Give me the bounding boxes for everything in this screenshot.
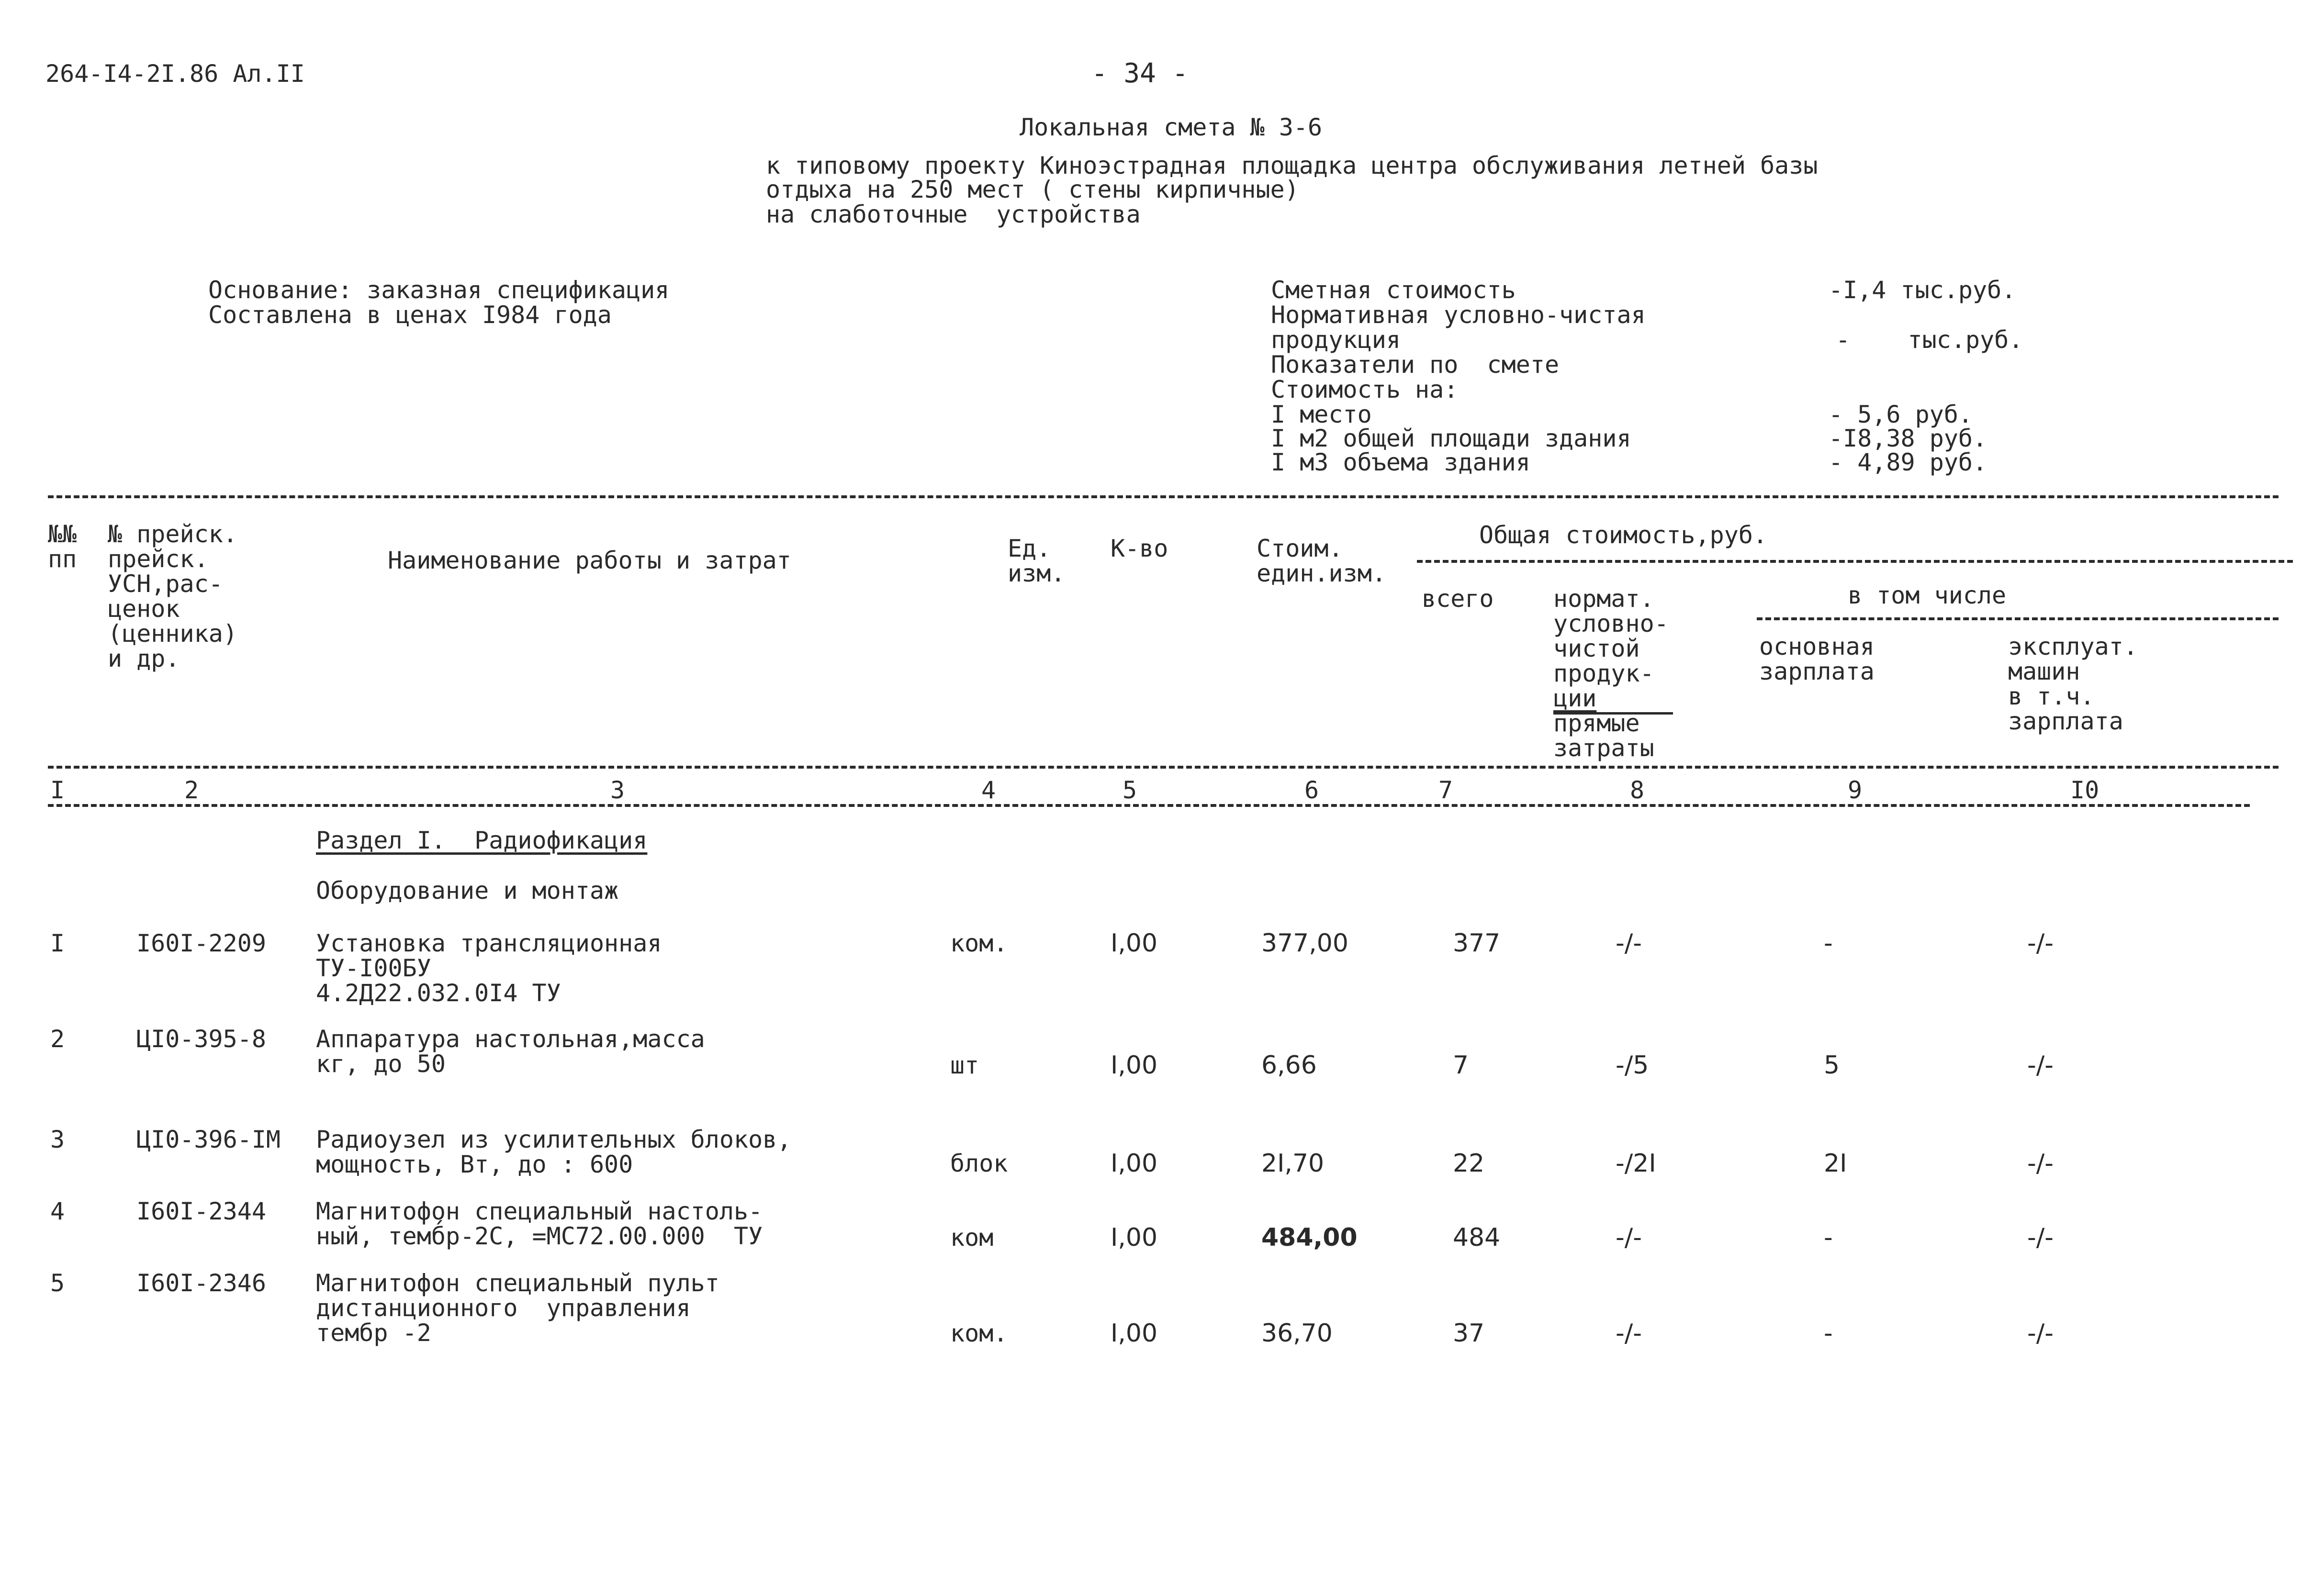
row-2-price: 6,66 (1261, 1051, 1317, 1080)
document-code: 264-I4-2I.86 Ал.II (45, 60, 305, 88)
per-m2-value: -I8,38 руб. (1829, 425, 1987, 452)
column-header-machines: эксплуат. машин в т.ч. зарплата (2008, 633, 2138, 735)
row-1-qty: I,00 (1111, 929, 1158, 958)
estimate-title: Локальная смета № 3-6 (1020, 113, 1323, 141)
row-5-unit: ком. (950, 1319, 1008, 1347)
row-5-total: 37 (1453, 1319, 1485, 1348)
column-header-unit: Ед. изм. (1008, 535, 1066, 587)
column-number-3: 3 (610, 776, 625, 804)
per-m3-label: I м3 объема здания (1271, 448, 1530, 476)
column-number-8: 8 (1630, 776, 1645, 804)
row-4-code: I60I-2344 (136, 1197, 266, 1225)
row-1-code: I60I-2209 (136, 929, 266, 957)
row-2-machines: -/- (2027, 1051, 2054, 1080)
row-4-unit: ком (950, 1224, 994, 1252)
page-number: - 34 - (1091, 58, 1189, 89)
row-1-no: I (50, 929, 65, 957)
column-header-price: Стоим. един.изм. (1257, 535, 1386, 587)
row-2-total: 7 (1453, 1051, 1469, 1080)
column-header-norm-underlined: ции (1553, 684, 1597, 712)
normative-label-1: Нормативная условно-чистая (1271, 301, 1646, 329)
row-1-norm: -/- (1616, 929, 1642, 958)
row-3-total: 22 (1453, 1149, 1485, 1178)
row-4-wage: - (1824, 1223, 1833, 1252)
row-4-total: 484 (1453, 1223, 1501, 1252)
column-number-9: 9 (1848, 776, 1863, 804)
row-2-wage: 5 (1824, 1051, 1840, 1080)
row-5-wage: - (1824, 1319, 1833, 1348)
column-header-norm-bottom: прямые затраты (1553, 709, 1654, 762)
estimated-cost-label: Сметная стоимость (1271, 276, 1516, 304)
row-2-code: ЦI0-395-8 (136, 1025, 266, 1053)
per-place-label: I место (1271, 401, 1372, 428)
column-numbers-bottom-rule (48, 804, 2250, 807)
per-place-value: - 5,6 руб. (1829, 401, 1973, 428)
row-4-norm: -/- (1616, 1223, 1642, 1252)
row-5-no: 5 (50, 1269, 65, 1297)
row-3-wage: 2I (1824, 1149, 1847, 1178)
row-1-unit: ком. (950, 929, 1008, 957)
column-numbers-top-rule (48, 766, 2279, 769)
column-number-4: 4 (981, 776, 996, 804)
row-1-name: Установка трансляционная ТУ-I00БУ 4.2Д22.032.0I4 ТУ (316, 929, 662, 1007)
row-3-unit: блок (950, 1150, 1008, 1177)
row-4-machines: -/- (2027, 1223, 2054, 1252)
column-header-code: № прейск. прейск. УСН,рас- ценок (ценника) и др. (108, 520, 237, 672)
subtitle-line-3: на слаботочные устройства (766, 201, 1141, 228)
column-number-7: 7 (1438, 776, 1453, 804)
row-1-machines: -/- (2027, 929, 2054, 958)
section-title: Раздел I. Радиофикация (316, 827, 648, 854)
row-1-wage: - (1824, 929, 1833, 958)
column-header-including-group: в том числе (1848, 581, 2007, 609)
row-4-name: Магнитофон специальный настоль- ный, темб́р-2С, =МС72.00.000 ТУ (316, 1197, 763, 1250)
column-header-norm-top: нормат. условно- чистой продук- (1553, 585, 1669, 687)
cost-on-label: Стоимость на: (1271, 376, 1459, 403)
per-m2-label: I м2 общей площади здания (1271, 425, 1631, 452)
row-2-no: 2 (50, 1025, 65, 1053)
row-2-name: Аппаратура настольная,масса кг, до 50 (316, 1025, 705, 1078)
row-4-price: 484,00 (1261, 1223, 1358, 1252)
indicators-label: Показатели по смете (1271, 351, 1560, 379)
row-3-no: 3 (50, 1126, 65, 1153)
section-subtitle: Оборудование и монтаж (316, 877, 619, 905)
row-3-price: 2I,70 (1261, 1149, 1325, 1178)
column-header-total-group: Общая стоимость,руб. (1479, 521, 1768, 549)
row-4-qty: I,00 (1111, 1223, 1158, 1252)
column-header-qty: К-во (1111, 535, 1168, 562)
row-5-machines: -/- (2027, 1319, 2054, 1348)
column-header-name: Наименование работы и затрат (388, 547, 791, 574)
basis-line-1: Основание: заказная спецификация (208, 276, 670, 304)
column-header-wage: основная зарплата (1759, 633, 1875, 685)
basis-line-2: Составлена в ценах I984 года (208, 301, 612, 329)
subtitle-line-1: к типовому проекту Киноэстрадная площадка центра обслуживания летней базы (766, 152, 1818, 179)
column-header-no: №№ пп (48, 520, 77, 573)
row-3-machines: -/- (2027, 1149, 2054, 1178)
subtitle-line-2: отдыха на 250 мест ( стены кирпичные) (766, 176, 1299, 203)
including-group-rule (1757, 617, 2279, 620)
column-number-5: 5 (1123, 776, 1137, 804)
row-2-qty: I,00 (1111, 1051, 1158, 1080)
row-5-code: I60I-2346 (136, 1269, 266, 1297)
row-2-unit: шт (950, 1051, 979, 1079)
row-4-no: 4 (50, 1197, 65, 1225)
per-m3-value: - 4,89 руб. (1829, 448, 1987, 476)
row-1-price: 377,00 (1261, 929, 1348, 958)
column-header-total: всего (1422, 585, 1494, 613)
row-3-name: Радиоузел из усилительных блоков, мощность, Вт, до : 600 (316, 1126, 792, 1178)
column-number-2: 2 (184, 776, 199, 804)
normative-label-2: продукция (1271, 326, 1401, 354)
table-top-rule (48, 495, 2279, 498)
row-5-norm: -/- (1616, 1319, 1642, 1348)
row-3-norm: -/2I (1616, 1149, 1656, 1178)
estimated-cost-value: -I,4 тыс.руб. (1829, 276, 2016, 304)
normative-value: - тыс.руб. (1836, 326, 2023, 354)
row-3-qty: I,00 (1111, 1149, 1158, 1178)
column-number-6: 6 (1304, 776, 1319, 804)
row-5-qty: I,00 (1111, 1319, 1158, 1348)
row-5-price: 36,70 (1261, 1319, 1333, 1348)
row-2-norm: -/5 (1616, 1051, 1649, 1080)
row-3-code: ЦI0-396-IМ (136, 1126, 281, 1153)
total-group-rule (1417, 560, 2293, 563)
row-1-total: 377 (1453, 929, 1501, 958)
column-number-1: I (50, 776, 65, 804)
column-number-10: I0 (2070, 776, 2099, 804)
row-5-name: Магнитофон специальный пульт дистанционного управления тембр -2 (316, 1269, 719, 1347)
